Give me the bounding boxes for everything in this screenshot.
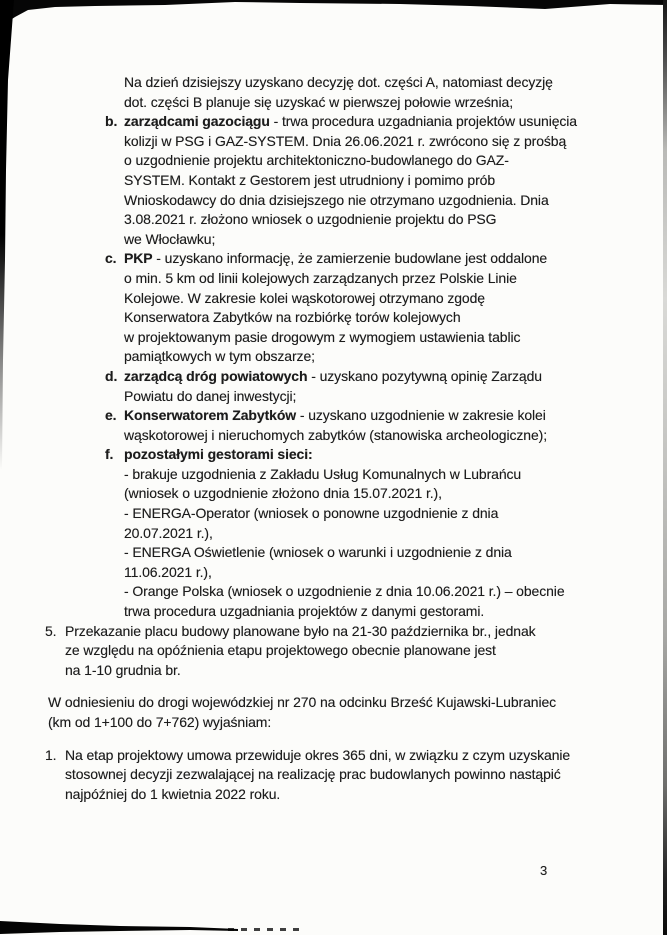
- list-item: [0, 746, 667, 805]
- list-marker: 1.: [45, 746, 57, 763]
- text-line: [124, 445, 667, 465]
- list-item-body: [124, 367, 667, 406]
- list-item: [0, 406, 667, 445]
- list-item-body: [65, 622, 667, 681]
- text-line: dot. części B planuje się uzyskać w pierwszej połowie września;: [124, 93, 513, 110]
- list-item: [0, 367, 667, 406]
- list-marker: e.: [105, 407, 117, 424]
- scan-artifact-top-edge: [0, 0, 667, 26]
- document-body: [0, 73, 667, 804]
- emphasis-text: zarządcami gazociągu: [124, 113, 270, 130]
- list-marker: d.: [105, 367, 118, 384]
- text-line: 20.07.2021 r.),: [124, 524, 213, 541]
- text-line: - ENERGA-Operator (wniosek o ponowne uzgodnienie z dnia: [124, 505, 499, 522]
- text-line: 3.08.2021 r. złożono wniosek o uzgodnienie projektu do PSG: [124, 211, 497, 228]
- list-item: [0, 445, 667, 621]
- list-item-body: [124, 112, 667, 249]
- text-line: o uzgodnienie projektu architektoniczno-budowlanego do GAZ-: [124, 152, 509, 169]
- text-line: 11.06.2021 r.),: [124, 563, 212, 580]
- text-line: Przekazanie placu budowy planowane było na 21-30 października br., jednak: [65, 622, 536, 639]
- text-line: trwa procedura uzgadniania projektów z danymi gestorami.: [124, 603, 485, 620]
- text-line: (wniosek o uzgodnienie złożono dnia 15.07.2021 r.),: [124, 485, 442, 502]
- text-line: wąskotorowej i nieruchomych zabytków (stanowiska archeologiczne);: [124, 426, 548, 443]
- paragraph-block: [0, 693, 667, 732]
- text-line: zarządcami gazociągu - trwa procedura uzgadniania projektów usunięcia: [124, 113, 577, 130]
- text-line: Konserwatorem Zabytków - uzyskano uzgodnienie w zakresie kolei: [124, 407, 546, 424]
- scan-artifact-bottom-dots: [228, 928, 300, 931]
- scan-artifact-bottom-wedge: [0, 915, 245, 935]
- list-item-body: [124, 249, 667, 367]
- scan-artifact-right-edge: [663, 0, 667, 935]
- emphasis-text: pozostałymi gestorami sieci:: [124, 446, 313, 463]
- text-line: SYSTEM. Kontakt z Gestorem jest utrudniony i pomimo prób: [124, 171, 495, 188]
- text-line: PKP - uzyskano informację, że zamierzenie budowlane jest oddalone: [124, 250, 548, 267]
- text-line: - Orange Polska (wniosek o uzgodnienie z dnia 10.06.2021 r.) – obecnie: [124, 583, 565, 600]
- text-line: Wnioskodawcy do dnia dzisiejszego nie otrzymano uzgodnienia. Dnia: [124, 191, 549, 208]
- page-number: 3: [540, 863, 548, 878]
- text-line: kolizji w PSG i GAZ-SYSTEM. Dnia 26.06.2021 r. zwrócono się z prośbą: [124, 132, 567, 149]
- list-marker: c.: [105, 250, 117, 267]
- text-line: Powiatu do danej inwestycji;: [124, 387, 297, 404]
- emphasis-text: zarządcą dróg powiatowych: [124, 367, 308, 384]
- list-item: [0, 249, 667, 367]
- text-line: najpóźniej do 1 kwietnia 2022 roku.: [65, 785, 281, 802]
- text-line: Konserwatora Zabytków na rozbiórkę torów kolejowych: [124, 309, 461, 326]
- text-line: (km od 1+100 do 7+762) wyjaśniam:: [48, 714, 272, 730]
- list-item-body: [48, 693, 667, 732]
- text-line: w projektowanym pasie drogowym z wymogiem ustawienia tablic: [124, 328, 521, 345]
- text-line: na 1-10 grudnia br.: [65, 661, 181, 678]
- list-item-body: [124, 445, 667, 621]
- emphasis-text: PKP: [124, 250, 153, 267]
- text-line: ze względu na opóźnienia etapu projektowego obecnie planowane jest: [65, 642, 496, 659]
- text-line: - ENERGA Oświetlenie (wniosek o warunki i uzgodnienie z dnia: [124, 544, 512, 561]
- list-item-body: [124, 73, 667, 112]
- text-line: o min. 5 km od linii kolejowych zarządzanych przez Polskie Linie: [124, 269, 517, 286]
- list-marker: b.: [105, 113, 118, 130]
- text-line: Kolejowe. W zakresie kolei wąskotorowej otrzymano zgodę: [124, 289, 485, 306]
- list-item-body: [124, 406, 667, 445]
- text-line: - brakuje uzgodnienia z Zakładu Usług Komunalnych w Lubrańcu: [124, 465, 522, 482]
- list-marker: f.: [105, 446, 114, 463]
- text-line: zarządcą dróg powiatowych - uzyskano pozytywną opinię Zarządu: [124, 367, 542, 384]
- list-marker: 5.: [45, 622, 57, 639]
- text-line: W odniesieniu do drogi wojewódzkiej nr 270 na odcinku Brześć Kujawski-Lubraniec: [48, 694, 557, 711]
- emphasis-text: Konserwatorem Zabytków: [124, 407, 297, 424]
- text-line: pamiątkowych w tym obszarze;: [124, 348, 315, 365]
- list-item: [0, 73, 667, 112]
- list-item: [0, 112, 667, 249]
- text-line: we Włocławku;: [124, 230, 216, 247]
- list-item: [0, 622, 667, 681]
- text-line: Na dzień dzisiejszy uzyskano decyzję dot. części A, natomiast decyzję: [124, 74, 553, 90]
- text-line: Na etap projektowy umowa przewiduje okres 365 dni, w związku z czym uzyskanie: [65, 746, 571, 763]
- text-line: stosownej decyzji zezwalającej na realizację prac budowlanych powinno nastąpić: [65, 766, 561, 783]
- list-item-body: [65, 746, 667, 805]
